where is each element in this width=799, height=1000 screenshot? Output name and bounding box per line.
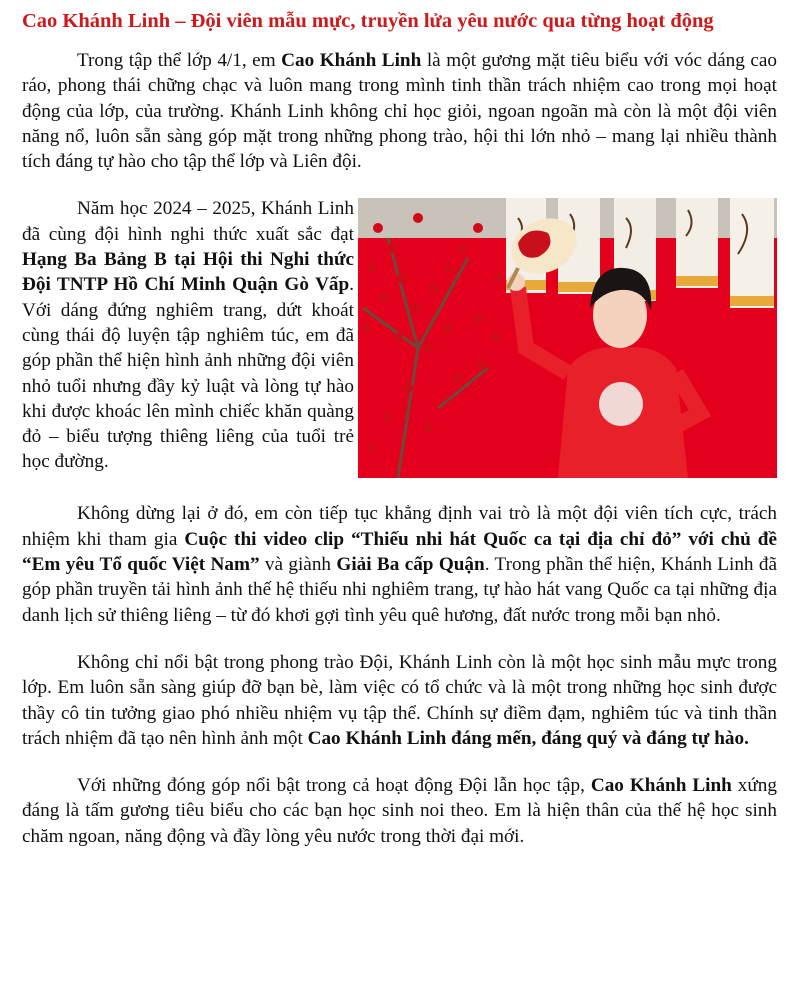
student-photo	[358, 198, 777, 478]
bold-emphasis: Cao Khánh Linh đáng mến, đáng quý và đáng tự hào.	[307, 727, 749, 749]
bold-emphasis: Cao Khánh Linh	[590, 775, 732, 797]
article-title: Cao Khánh Linh – Đội viên mẫu mực, truyền lửa yêu nước qua từng hoạt động	[22, 10, 714, 32]
paragraph-contest: Không dừng lại ở đó, em còn tiếp tục khẳng định vai trò là một đội viên tích cực, trách nhiệm khi tham gia Cuộc thi video clip “Thiếu nhi hát Quốc ca tại địa chỉ đỏ” với chủ đề “Em yêu Tổ quốc Việt Nam” và giành Giải Ba cấp Quận. Trong phần thể hiện, Khánh Linh đã góp phần truyền tải hình ảnh thế hệ thiếu nhi nghiêm trang, tự hào hát vang Quốc ca tại những địa danh lịch sử thiêng liêng – từ đó khơi gợi tình yêu quê hương, đất nước trong mỗi bạn nhỏ.	[22, 503, 777, 626]
paragraph-intro: Trong tập thể lớp 4/1, em Cao Khánh Linh là một gương mặt tiêu biểu với vóc dáng cao ráo, phong thái chững chạc và luôn mang trong mình tinh thần trách nhiệm cao trong mọi hoạt động của lớp, của trường. Khánh Linh không chỉ học giỏi, ngoan ngoãn mà còn là một đội viên năng nổ, luôn sẵn sàng góp mặt trong những phong trào, hội thi lớn nhỏ – mang lại nhiều thành tích đáng tự hào cho tập thể lớp và Liên đội.	[22, 50, 777, 173]
paragraph-conclusion: Với những đóng góp nổi bật trong cả hoạt động Đội lẫn học tập, Cao Khánh Linh xứng đáng là tấm gương tiêu biểu cho các bạn học sinh noi theo. Em là hiện thân của thế hệ học sinh chăm ngoan, năng động và đầy lòng yêu nước trong thời đại mới.	[22, 775, 777, 847]
paragraph-achievement-wrap	[22, 196, 354, 474]
bold-emphasis: Cao Khánh Linh	[281, 50, 422, 71]
paragraph-classroom: Không chỉ nổi bật trong phong trào Đội, Khánh Linh còn là một học sinh mẫu mực trong lớp. Em luôn sẵn sàng giúp đỡ bạn bè, làm việc có tổ chức và là một trong những học sinh được thầy cô tin tưởng giao phó nhiều nhiệm vụ tập thể. Chính sự điềm đạm, nghiêm túc và tinh thần trách nhiệm đã tạo nên hình ảnh một Cao Khánh Linh đáng mến, đáng quý và đáng tự hào.	[22, 651, 777, 749]
bold-emphasis: Hạng Ba Bảng B tại Hội thi Nghi thức Đội TNTP Hồ Chí Minh Quận Gò Vấp	[22, 249, 354, 296]
photo-section	[22, 196, 777, 501]
paragraph-achievement: Năm học 2024 – 2025, Khánh Linh đã cùng đội hình nghi thức xuất sắc đạt Hạng Ba Bảng B tại Hội thi Nghi thức Đội TNTP Hồ Chí Minh Quận Gò Vấp. Với dáng đứng nghiêm trang, dứt khoát cùng thái độ luyện tập nghiêm túc, em đã góp phần thể hiện hình ảnh những đội viên nhỏ tuổi nhưng đầy kỷ luật và lòng tự hào khi được khoác lên mình chiếc khăn quàng đỏ – biểu tượng thiêng liêng của tuổi trẻ học đường.	[22, 198, 354, 473]
bold-emphasis: Giải Ba cấp Quận	[336, 554, 485, 576]
bold-emphasis: Cuộc thi video clip “Thiếu nhi hát Quốc ca tại địa chỉ đỏ” với chủ đề “Em yêu Tổ quốc Việt Nam”	[22, 528, 777, 576]
